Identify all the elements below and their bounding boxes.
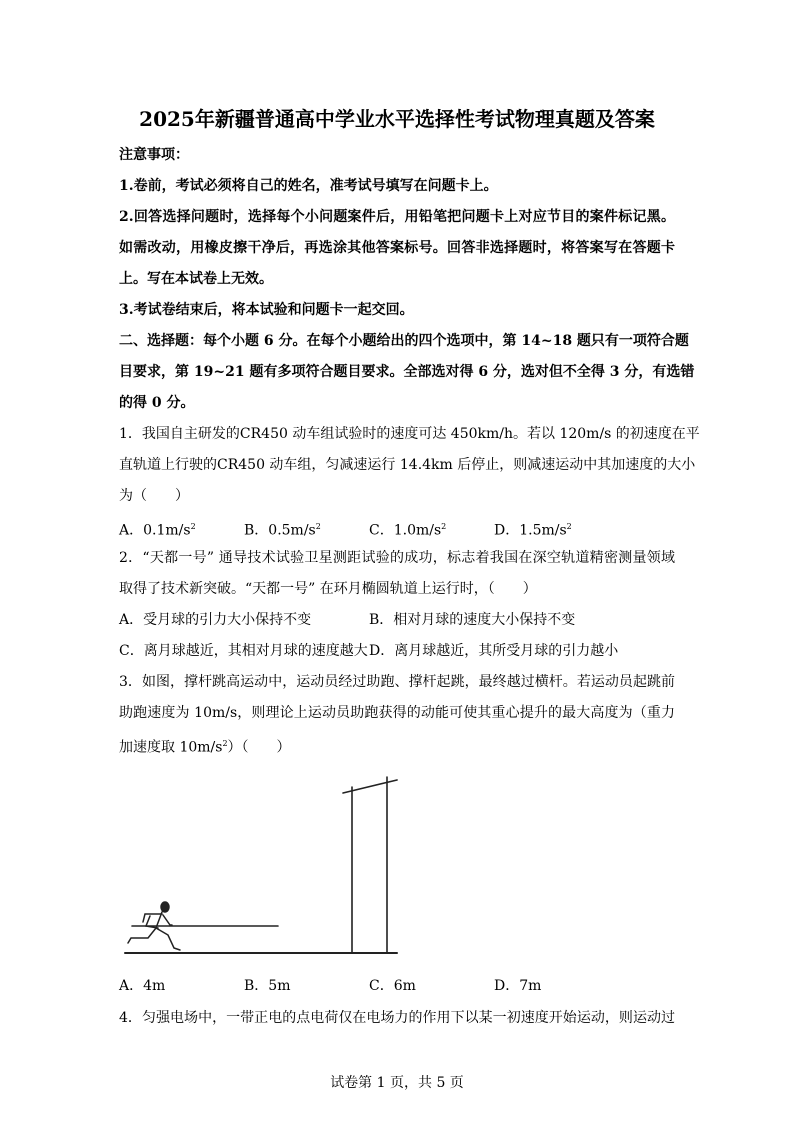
section-instructions-line-3: 的得 0 分。	[119, 395, 195, 411]
text: ）（ ）	[227, 739, 291, 756]
question-3-line-1: 3．如图，撑杆跳高运动中，运动员经过助跑、撑杆起跳，最终越过横杆。若运动员起跳前	[119, 674, 675, 690]
superscript: 2	[441, 522, 447, 531]
section-instructions-line-1: 二、选择题：每个小题 6 分。在每个小题给出的四个选项中，第 14~18 题只有一项符合题	[119, 333, 689, 349]
notice-item-1: 1.卷前，考试必须将自己的姓名，准考试号填写在问题卡上。	[119, 178, 498, 194]
superscript: 2	[222, 739, 228, 748]
question-2-line-2: 取得了技术新突破。“天都一号” 在环月椭圆轨道上运行时，（ ）	[119, 581, 537, 597]
option-text: C．1.0m/s	[369, 522, 442, 539]
crossbar	[343, 780, 397, 793]
notice-heading: 注意事项：	[119, 147, 189, 163]
notice-item-2-line-3: 上。写在本试卷上无效。	[119, 271, 273, 287]
option-text: B．0.5m/s	[244, 522, 316, 539]
option-text: D．1.5m/s	[494, 522, 567, 539]
superscript: 2	[566, 522, 572, 531]
question-1-line-1: 1．我国自主研发的CR450 动车组试验时的速度可达 450km/h。若以 120m/s 的初速度在平	[119, 426, 700, 442]
question-1-line-2: 直轨道上行驶的CR450 动车组，匀减速运行 14.4km 后停止，则减速运动中其加速度的大小	[119, 457, 696, 473]
question-3-option-d: D．7m	[494, 978, 542, 994]
question-2-option-a: A．受月球的引力大小保持不变	[119, 612, 312, 628]
question-3-option-c: C．6m	[369, 978, 416, 994]
superscript: 2	[315, 522, 321, 531]
notice-item-2-line-1: 2.回答选择问题时，选择每个小问题案件后，用铅笔把问题卡上对应节目的案件标记黑。	[119, 209, 675, 225]
question-3-option-b: B．5m	[244, 978, 291, 994]
text: 加速度取 10m/s	[119, 739, 223, 756]
question-2-option-d: D．离月球越近，其所受月球的引力越小	[369, 643, 619, 659]
question-1-line-3: 为（ ）	[119, 488, 189, 504]
page-footer: 试卷第 1 页，共 5 页	[330, 1075, 464, 1091]
notice-item-3: 3.考试卷结束后，将本试验和问题卡一起交回。	[119, 302, 414, 318]
option-text: A．0.1m/s	[119, 522, 191, 539]
question-2-line-1: 2．“天都一号” 通导技术试验卫星测距试验的成功，标志着我国在深空轨道精密测量领域	[119, 550, 675, 566]
notice-item-2-line-2: 如需改动，用橡皮擦干净后，再选涂其他答案标号。回答非选择题时，将答案写在答题卡	[119, 240, 675, 256]
question-2-option-c: C．离月球越近，其相对月球的速度越大	[119, 643, 368, 659]
document-title: 2025年新疆普通高中学业水平选择性考试物理真题及答案	[139, 107, 655, 131]
question-3-line-2: 助跑速度为 10m/s，则理论上运动员助跑获得的动能可使其重心提升的最大高度为（重力	[119, 705, 675, 721]
question-3-option-a: A．4m	[119, 978, 166, 994]
question-4-line-1: 4．匀强电场中，一带正电的点电荷仅在电场力的作用下以某一初速度开始运动，则运动过	[119, 1010, 675, 1026]
superscript: 2	[190, 522, 196, 531]
section-instructions-line-2: 目要求，第 19~21 题有多项符合题目要求。全部选对得 6 分，选对但不全得 3 分，有选错	[119, 364, 695, 380]
question-2-option-b: B．相对月球的速度大小保持不变	[369, 612, 576, 628]
